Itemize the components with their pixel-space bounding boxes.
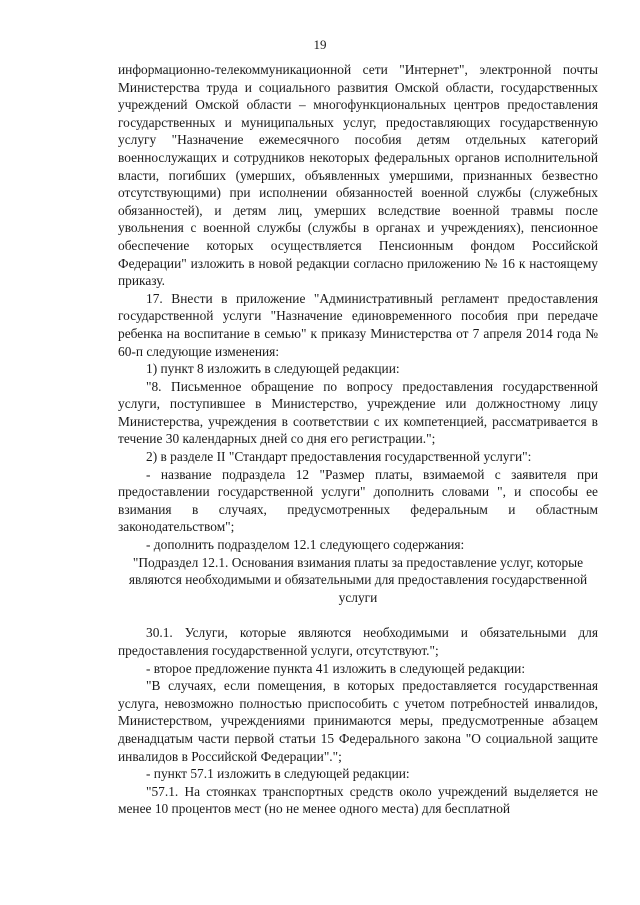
subsection-12-1-heading: "Подраздел 12.1. Основания взимания платы за предоставление услуг, которые являются необходимыми и обязательными для предоставления государственной услуги [128,554,588,605]
paragraph-16-continuation: информационно-телекоммуникационной сети "Интернет", электронной почты Министерства труда и социального развития Омской области, государственных учреждений Омской области – многофункциональных центров предоставления государственных и муниципальных услуг, предоставляющих государственную услугу "Назначение ежемесячного пособия детям отдельных категорий военнослужащих и сотрудников некоторых федеральных органов исполнительной власти, погибших (умерших, объявленных умершими, признанных безвестно отсутствующими) при исполнении обязанностей военной службы (служебных обязанностей), и детям лиц, умерших вследствие военной травмы после увольнения с военной службы (службы в органах и учреждениях), пенсионное обеспечение которых осуществляется Пенсионным фондом Российской Федерации" изложить в новой редакции согласно приложению № 16 к настоящему приказу. [118,62,598,289]
paragraph-point-41: - второе предложение пункта 41 изложить в следующей редакции: [146,660,526,676]
paragraph-item-2: 2) в разделе II "Стандарт предоставления государственной услуги": [146,449,532,465]
paragraph-subsection-12: - название подраздела 12 "Размер платы, взимаемой с заявителя при предоставлении государственной услуги" дополнить словами ", и способы ее взимания в случаях, предусмотренных федеральным и областным законодательством"; [118,466,598,535]
paragraph-point-41-text: "В случаях, если помещения, в которых предоставляется государственная услуга, невозможно полностью приспособить с учетом потребностей инвалидов, Министерством, учреждениями принимаются меры, предусмотренные абзацем двенадцатым части первой статьи 15 Федерального закона "О социальной защите инвалидов в Российской Федерации"."; [118,678,598,764]
paragraph-item-1: 1) пункт 8 изложить в следующей редакции: [146,361,400,377]
paragraph-add-subsection: - дополнить подразделом 12.1 следующего содержания: [146,537,465,553]
paragraph-30-1: 30.1. Услуги, которые являются необходимыми и обязательными для предоставления государственной услуги, отсутствуют."; [118,625,598,658]
paragraph-point-57-1: - пункт 57.1 изложить в следующей редакции: [146,766,410,782]
page-number: 19 [313,37,327,52]
document-body [118,61,598,818]
spacer [118,606,598,624]
paragraph-17: 17. Внести в приложение "Административный регламент предоставления государственной услуги "Назначение единовременного пособия при передаче ребенка на воспитание в семью" к приказу Министерства от 7 апреля 2014 года № 60-п следующие изменения: [118,290,598,359]
paragraph-point-57-1-text: "57.1. На стоянках транспортных средств около учреждений выделяется не менее 10 процентов мест (но не менее одного места) для бесплатной [118,783,598,817]
paragraph-point-8: "8. Письменное обращение по вопросу предоставления государственной услуги, поступившее в Министерство, учреждение или должностному лицу Министерства, учреждения в соответствии с их компетенцией, рассматривается в течение 30 календарных дней со дня его регистрации."; [118,378,598,447]
